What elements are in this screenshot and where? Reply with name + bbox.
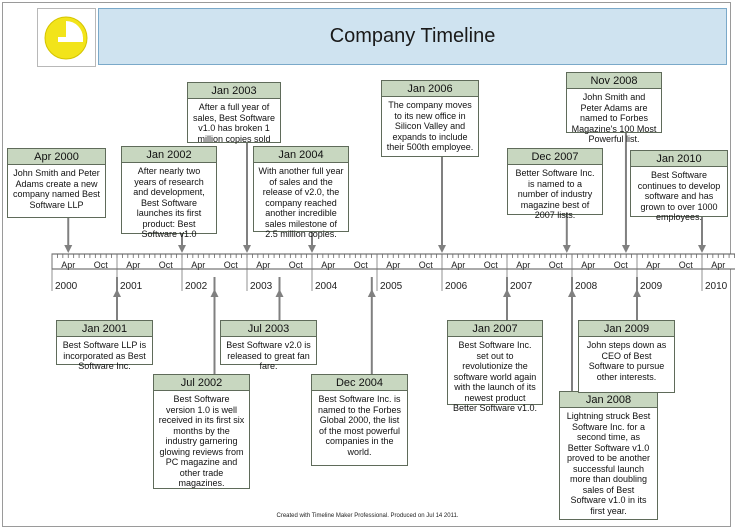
axis-month-label: Oct: [158, 260, 173, 270]
event-arrowhead: [563, 245, 571, 253]
event-dec-2007: [507, 148, 603, 220]
axis-year-label: 2009: [640, 281, 663, 292]
event-arrowhead: [368, 289, 376, 297]
axis-month-label: Apr: [711, 260, 726, 270]
event-jan-2007: [447, 320, 543, 413]
event-date: Jul 2002: [153, 374, 250, 391]
axis-month-label: Oct: [93, 260, 108, 270]
event-jan-2002: [121, 146, 217, 239]
event-jul-2003: [220, 320, 317, 371]
event-date: Jan 2002: [121, 146, 217, 163]
event-jan-2010: [630, 150, 728, 222]
event-arrowhead: [622, 245, 630, 253]
event-date: Jan 2010: [630, 150, 728, 167]
axis-month-label: Apr: [191, 260, 206, 270]
axis-year-label: 2010: [705, 281, 728, 292]
axis-month-label: Apr: [646, 260, 661, 270]
event-text: Better Software Inc. is named to a number of industry magazine best of 2007 lists.: [507, 165, 603, 215]
page-title: Company Timeline: [329, 25, 496, 47]
axis-year-label: 2008: [575, 281, 598, 292]
event-jan-2003: [187, 82, 281, 143]
axis-month-label: Apr: [126, 260, 141, 270]
axis-month-label: Oct: [678, 260, 693, 270]
axis-month-label: Oct: [548, 260, 563, 270]
axis-month-label: Apr: [256, 260, 271, 270]
axis-month-label: Apr: [386, 260, 401, 270]
event-date: Apr 2000: [7, 148, 106, 165]
axis-year-label: 2004: [315, 281, 338, 292]
axis-month-label: Oct: [353, 260, 368, 270]
event-jan-2008: [559, 391, 658, 520]
axis-year-label: 2001: [120, 281, 143, 292]
event-nov-2008: [566, 72, 662, 144]
axis-month-label: Oct: [613, 260, 628, 270]
axis-month-label: Oct: [288, 260, 303, 270]
event-arrowhead: [308, 245, 316, 253]
event-text: Best Software version 1.0 is well received in its first six months by the industry garnering glowing reviews from PC magazine and other trade magazines.: [153, 391, 250, 489]
event-text: After a full year of sales, Best Software v1.0 has broken 1 million copies sold: [187, 99, 281, 143]
event-date: Jan 2001: [56, 320, 153, 337]
event-arrowhead: [243, 245, 251, 253]
event-jan-2004: [253, 146, 349, 239]
event-jan-2001: [56, 320, 153, 371]
event-arrowhead: [178, 245, 186, 253]
axis-month-label: Apr: [321, 260, 336, 270]
event-dec-2004: [311, 374, 408, 466]
axis-month-label: Oct: [223, 260, 238, 270]
axis-year-label: 2003: [250, 281, 273, 292]
axis-month-label: Oct: [483, 260, 498, 270]
event-text: Best Software v2.0 is released to great fan fare.: [220, 337, 317, 365]
axis-year-label: 2005: [380, 281, 403, 292]
event-text: John steps down as CEO of Best Software to pursue other interests.: [578, 337, 675, 393]
event-jul-2002: [153, 374, 250, 489]
axis-year-label: 2006: [445, 281, 468, 292]
event-arrowhead: [698, 245, 706, 253]
event-arrowhead: [276, 289, 284, 297]
event-text: John Smith and Peter Adams are named to Forbes Magazine's 100 Most Powerful list.: [566, 89, 662, 133]
axis-month-label: Apr: [516, 260, 531, 270]
axis-year-label: 2000: [55, 281, 78, 292]
event-text: With another full year of sales and the release of v2.0, the company reached another incredible sales milestone of 2.5 million copies.: [253, 163, 349, 232]
event-jan-2006: [381, 80, 479, 157]
event-arrowhead: [64, 245, 72, 253]
axis-month-label: Oct: [418, 260, 433, 270]
event-text: The company moves to its new office in Silicon Valley and expands to include their 500th employee.: [381, 97, 479, 157]
axis-year-label: 2007: [510, 281, 533, 292]
event-date: Jan 2008: [559, 391, 658, 408]
event-text: Best Software Inc. set out to revolutionize the software world again with the launch of its newest product Better Software v1.0.: [447, 337, 543, 405]
event-text: Lightning struck Best Software Inc. for a second time, as Better Software v1.0 proved to be another successful launch more than doubling sales of Best Software v1.0 in its first year.: [559, 408, 658, 520]
event-date: Jul 2003: [220, 320, 317, 337]
event-date: Jan 2004: [253, 146, 349, 163]
event-arrowhead: [438, 245, 446, 253]
event-jan-2009: [578, 320, 675, 393]
event-text: John Smith and Peter Adams create a new company named Best Software LLP: [7, 165, 106, 218]
event-text: Best Software Inc. is named to the Forbes Global 2000, the list of the most powerful companies in the world.: [311, 391, 408, 466]
event-text: After nearly two years of research and development, Best Software launches its first product: Best Software v1.0: [121, 163, 217, 234]
event-date: Nov 2008: [566, 72, 662, 89]
event-date: Jan 2006: [381, 80, 479, 97]
event-date: Dec 2007: [507, 148, 603, 165]
axis-month-label: Apr: [451, 260, 466, 270]
event-date: Jan 2007: [447, 320, 543, 337]
axis-month-label: Apr: [581, 260, 596, 270]
footer-credit: Created with Timeline Maker Professional. Produced on Jul 14 2011.: [276, 513, 459, 519]
event-date: Jan 2003: [187, 82, 281, 99]
event-text: Best Software LLP is incorporated as Best Software Inc.: [56, 337, 153, 365]
event-apr-2000: [7, 148, 106, 218]
axis-month-label: Apr: [61, 260, 76, 270]
event-arrowhead: [211, 289, 219, 297]
event-text: Best Software continues to develop software and has grown to over 1000 employees.: [630, 167, 728, 217]
event-date: Dec 2004: [311, 374, 408, 391]
axis-year-label: 2002: [185, 281, 208, 292]
event-date: Jan 2009: [578, 320, 675, 337]
